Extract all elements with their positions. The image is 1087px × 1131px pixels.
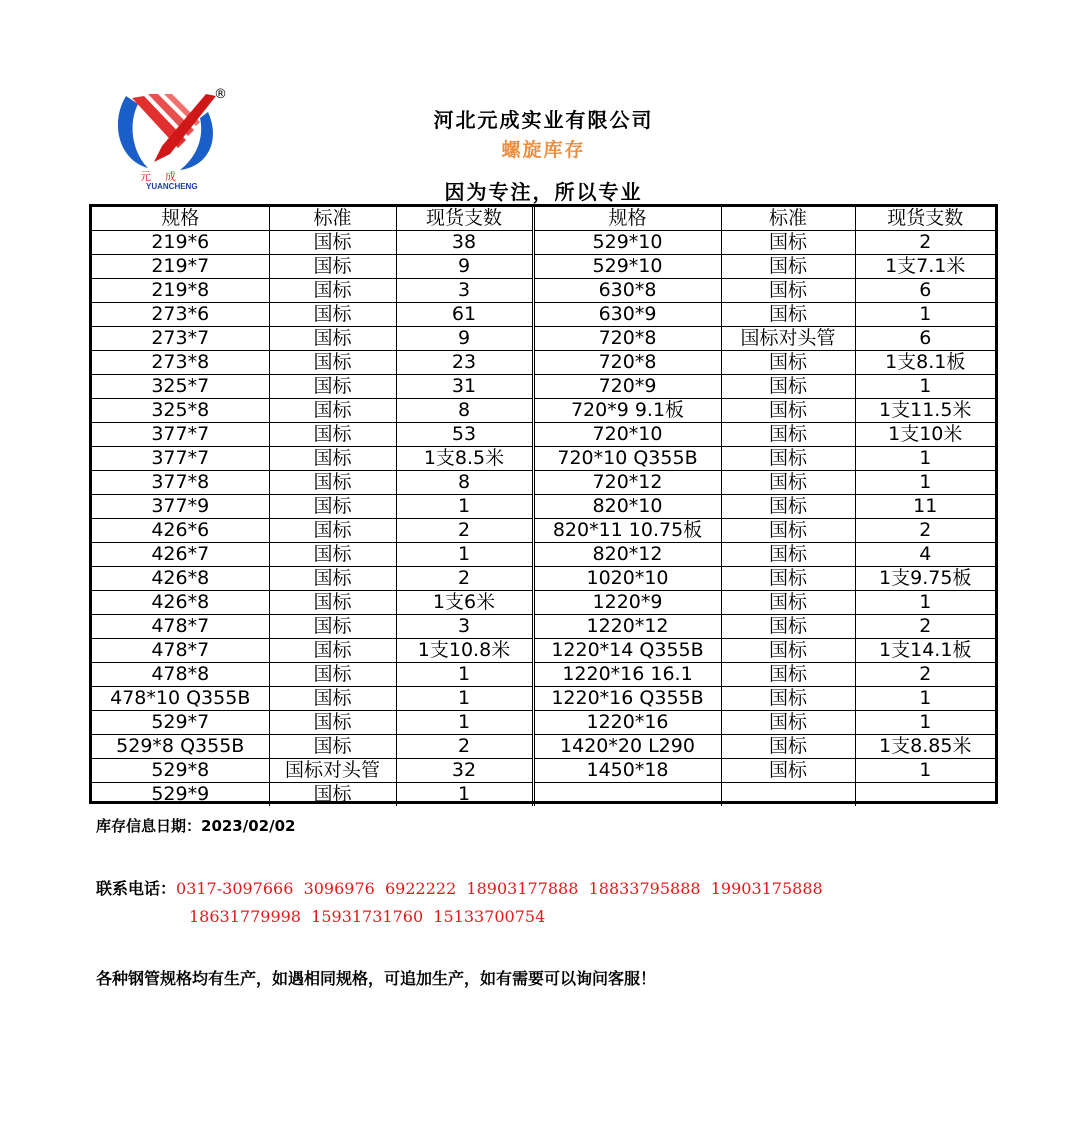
table-header-row xyxy=(92,207,995,231)
table-row xyxy=(92,615,995,639)
table-cell: 720*10 Q355B xyxy=(533,447,721,471)
table-cell: 720*10 xyxy=(533,423,721,447)
table-cell: 国标 xyxy=(269,471,396,495)
table-cell: 426*7 xyxy=(92,543,269,567)
table-cell: 国标 xyxy=(269,735,396,759)
table-cell: 4 xyxy=(855,543,995,567)
table-cell: 国标 xyxy=(721,663,855,687)
document-subtitle: 螺旋库存 xyxy=(501,139,586,161)
table-cell: 国标 xyxy=(721,447,855,471)
table-cell: 1支10.8米 xyxy=(396,639,533,663)
table-row xyxy=(92,471,995,495)
slogan: 因为专注，所以专业 xyxy=(444,180,643,204)
table-cell: 9 xyxy=(396,327,533,351)
table-row xyxy=(92,351,995,375)
table-cell: 6 xyxy=(855,279,995,303)
logo-chinese-name: 元成 xyxy=(140,170,190,183)
table-cell: 国标 xyxy=(721,735,855,759)
contact-label: 联系电话： xyxy=(96,879,177,898)
table-row xyxy=(92,783,995,807)
table-cell: 426*8 xyxy=(92,567,269,591)
table-cell: 国标 xyxy=(269,567,396,591)
table-cell: 国标 xyxy=(269,447,396,471)
table-row xyxy=(92,423,995,447)
table-cell: 国标 xyxy=(269,783,396,807)
table-cell: 720*9 9.1板 xyxy=(533,399,721,423)
table-cell: 1020*10 xyxy=(533,567,721,591)
inventory-table xyxy=(89,204,998,804)
table-cell: 1420*20 L290 xyxy=(533,735,721,759)
table-cell: 1220*14 Q355B xyxy=(533,639,721,663)
table-cell: 1220*12 xyxy=(533,615,721,639)
table-cell: 国标 xyxy=(269,519,396,543)
table-cell: 426*8 xyxy=(92,591,269,615)
table-cell: 国标 xyxy=(269,495,396,519)
table-row xyxy=(92,327,995,351)
table-cell: 1支8.5米 xyxy=(396,447,533,471)
table-cell: 国标 xyxy=(721,423,855,447)
table-cell: 1支8.1板 xyxy=(855,351,995,375)
table-cell: 1支7.1米 xyxy=(855,255,995,279)
table-cell: 32 xyxy=(396,759,533,783)
table-cell: 377*8 xyxy=(92,471,269,495)
table-cell: 国标 xyxy=(269,327,396,351)
contact-numbers-1: 0317-3097666 3096976 6922222 18903177888 18833795888 19903175888 xyxy=(176,879,823,898)
table-cell: 国标 xyxy=(721,687,855,711)
table-cell: 1 xyxy=(396,663,533,687)
table-cell xyxy=(533,783,721,807)
table-cell: 11 xyxy=(855,495,995,519)
table-cell: 820*12 xyxy=(533,543,721,567)
table-cell: 720*12 xyxy=(533,471,721,495)
table-cell: 国标 xyxy=(721,495,855,519)
table-cell: 1 xyxy=(396,687,533,711)
table-cell: 1支10米 xyxy=(855,423,995,447)
table-cell: 1支11.5米 xyxy=(855,399,995,423)
table-cell: 529*10 xyxy=(533,231,721,255)
table-cell: 1 xyxy=(396,495,533,519)
table-cell: 1 xyxy=(855,303,995,327)
table-cell: 国标 xyxy=(269,639,396,663)
column-header: 规格 xyxy=(533,207,721,231)
table-cell xyxy=(721,783,855,807)
table-cell: 国标 xyxy=(721,303,855,327)
table-cell: 2 xyxy=(855,615,995,639)
table-cell: 1支9.75板 xyxy=(855,567,995,591)
table-cell: 31 xyxy=(396,375,533,399)
table-cell: 2 xyxy=(396,519,533,543)
table-row xyxy=(92,759,995,783)
table-cell: 478*8 xyxy=(92,663,269,687)
table-cell: 1 xyxy=(396,711,533,735)
table-cell: 2 xyxy=(396,735,533,759)
table-cell: 1支8.85米 xyxy=(855,735,995,759)
table-cell: 1支14.1板 xyxy=(855,639,995,663)
table-cell: 1 xyxy=(396,543,533,567)
table-cell: 国标 xyxy=(269,687,396,711)
company-name: 河北元成实业有限公司 xyxy=(433,108,654,132)
table-row xyxy=(92,663,995,687)
table-cell: 国标 xyxy=(269,231,396,255)
table-cell: 国标 xyxy=(269,375,396,399)
table-cell: 国标 xyxy=(721,519,855,543)
table-cell: 630*9 xyxy=(533,303,721,327)
table-cell: 529*10 xyxy=(533,255,721,279)
table-row xyxy=(92,279,995,303)
table-cell: 720*8 xyxy=(533,351,721,375)
contact-numbers-2: 18631779998 15931731760 15133700754 xyxy=(189,907,546,926)
table-row xyxy=(92,543,995,567)
table-cell: 529*9 xyxy=(92,783,269,807)
table-cell: 国标 xyxy=(269,543,396,567)
table-row xyxy=(92,711,995,735)
table-cell: 国标 xyxy=(269,591,396,615)
table-cell: 1 xyxy=(855,471,995,495)
table-cell: 273*6 xyxy=(92,303,269,327)
table-cell: 3 xyxy=(396,279,533,303)
table-row xyxy=(92,639,995,663)
table-cell: 8 xyxy=(396,471,533,495)
table-cell: 478*10 Q355B xyxy=(92,687,269,711)
table-cell: 2 xyxy=(855,663,995,687)
table-cell: 国标 xyxy=(269,423,396,447)
table-cell: 国标 xyxy=(721,279,855,303)
table-cell: 国标 xyxy=(721,255,855,279)
table-row xyxy=(92,255,995,279)
logo-english-name: YUANCHENG xyxy=(146,182,198,191)
table-cell: 国标 xyxy=(721,399,855,423)
table-cell xyxy=(855,783,995,807)
table-cell: 国标 xyxy=(269,663,396,687)
table-row xyxy=(92,567,995,591)
table-cell: 3 xyxy=(396,615,533,639)
table-cell: 国标 xyxy=(721,567,855,591)
table-cell: 426*6 xyxy=(92,519,269,543)
table-cell: 1220*16 xyxy=(533,711,721,735)
table-cell: 720*9 xyxy=(533,375,721,399)
table-cell: 1450*18 xyxy=(533,759,721,783)
table-row xyxy=(92,447,995,471)
column-header: 规格 xyxy=(92,207,269,231)
table-cell: 国标 xyxy=(721,615,855,639)
table-cell: 38 xyxy=(396,231,533,255)
table-row xyxy=(92,687,995,711)
table-cell: 国标 xyxy=(721,639,855,663)
table-cell: 529*8 Q355B xyxy=(92,735,269,759)
table-cell: 国标 xyxy=(269,303,396,327)
table-cell: 377*7 xyxy=(92,447,269,471)
table-cell: 国标 xyxy=(721,591,855,615)
table-cell: 国标 xyxy=(721,375,855,399)
table-cell: 219*6 xyxy=(92,231,269,255)
table-row xyxy=(92,735,995,759)
table-cell: 9 xyxy=(396,255,533,279)
production-notice: 各种钢管规格均有生产，如遇相同规格，可追加生产，如有需要可以询问客服！ xyxy=(96,969,657,988)
table-cell: 国标 xyxy=(721,543,855,567)
table-cell: 1 xyxy=(855,711,995,735)
table-cell: 国标 xyxy=(269,711,396,735)
table-cell: 国标 xyxy=(721,759,855,783)
table-cell: 478*7 xyxy=(92,615,269,639)
table-row xyxy=(92,375,995,399)
table-cell: 国标 xyxy=(269,255,396,279)
table-cell: 1220*16 Q355B xyxy=(533,687,721,711)
column-header: 现货支数 xyxy=(855,207,995,231)
registered-mark: ® xyxy=(214,87,227,102)
table-cell: 国标对头管 xyxy=(269,759,396,783)
table-cell: 478*7 xyxy=(92,639,269,663)
table-cell: 820*10 xyxy=(533,495,721,519)
table-row xyxy=(92,495,995,519)
table-cell: 219*7 xyxy=(92,255,269,279)
table-cell: 国标 xyxy=(721,231,855,255)
table-cell: 国标 xyxy=(721,351,855,375)
table-row xyxy=(92,399,995,423)
inventory-grid xyxy=(92,207,995,806)
table-cell: 1 xyxy=(855,759,995,783)
column-header: 现货支数 xyxy=(396,207,533,231)
table-row xyxy=(92,231,995,255)
table-cell: 377*7 xyxy=(92,423,269,447)
table-cell: 273*7 xyxy=(92,327,269,351)
table-cell: 国标 xyxy=(269,615,396,639)
table-cell: 1 xyxy=(855,375,995,399)
table-cell: 国标 xyxy=(721,711,855,735)
table-cell: 国标对头管 xyxy=(721,327,855,351)
table-cell: 1 xyxy=(855,687,995,711)
table-cell: 国标 xyxy=(269,399,396,423)
table-cell: 1支6米 xyxy=(396,591,533,615)
table-cell: 377*9 xyxy=(92,495,269,519)
table-cell: 820*11 10.75板 xyxy=(533,519,721,543)
table-cell: 23 xyxy=(396,351,533,375)
column-header: 标准 xyxy=(269,207,396,231)
table-row xyxy=(92,519,995,543)
table-cell: 8 xyxy=(396,399,533,423)
table-cell: 2 xyxy=(855,231,995,255)
table-row xyxy=(92,591,995,615)
table-cell: 61 xyxy=(396,303,533,327)
table-cell: 国标 xyxy=(269,351,396,375)
table-cell: 325*8 xyxy=(92,399,269,423)
table-cell: 国标 xyxy=(269,279,396,303)
table-cell: 53 xyxy=(396,423,533,447)
table-cell: 529*7 xyxy=(92,711,269,735)
table-cell: 6 xyxy=(855,327,995,351)
table-cell: 273*8 xyxy=(92,351,269,375)
table-cell: 2 xyxy=(396,567,533,591)
contact-line-1 xyxy=(96,876,823,899)
table-cell: 1 xyxy=(855,591,995,615)
table-cell: 1 xyxy=(855,447,995,471)
inventory-date: 库存信息日期：2023/02/02 xyxy=(96,817,296,835)
table-cell: 国标 xyxy=(721,471,855,495)
table-cell: 1220*16 16.1 xyxy=(533,663,721,687)
table-cell: 1 xyxy=(396,783,533,807)
table-cell: 325*7 xyxy=(92,375,269,399)
table-cell: 1220*9 xyxy=(533,591,721,615)
table-cell: 529*8 xyxy=(92,759,269,783)
table-row xyxy=(92,303,995,327)
table-cell: 219*8 xyxy=(92,279,269,303)
column-header: 标准 xyxy=(721,207,855,231)
table-cell: 2 xyxy=(855,519,995,543)
table-cell: 720*8 xyxy=(533,327,721,351)
table-cell: 630*8 xyxy=(533,279,721,303)
